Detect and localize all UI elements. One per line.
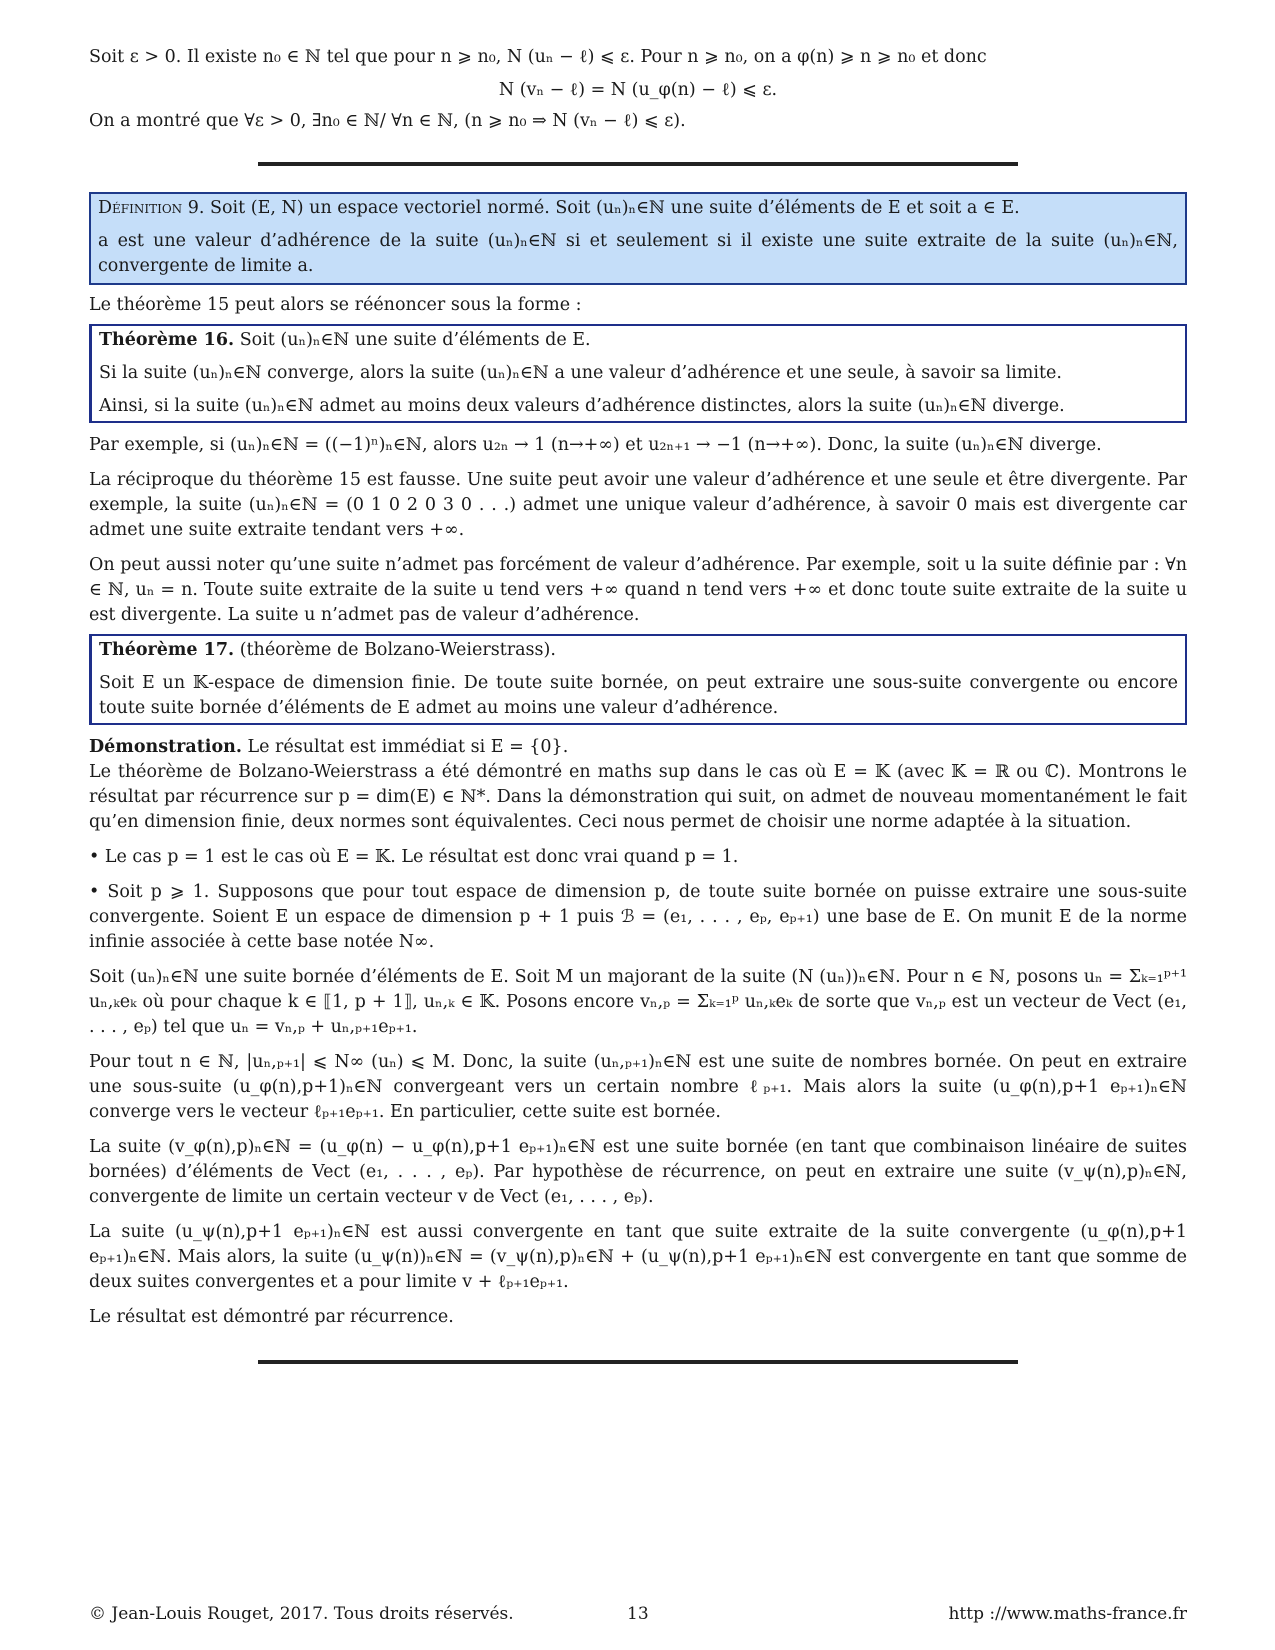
proof-text-2: • Le cas p = 1 est le cas où E = 𝕂. Le résultat est donc vrai quand p = 1. <box>89 847 739 867</box>
theorem-16-label: Théorème 16. <box>99 330 235 350</box>
theorem-16-text-1: Soit (uₙ)ₙ∈ℕ une suite d’éléments de E. <box>239 330 591 350</box>
definition-first <box>98 196 1178 221</box>
proof-text-4: Soit (uₙ)ₙ∈ℕ une suite bornée d’éléments de E. Soit M un majorant de la suite (N (uₙ))ₙ∈ℕ. Pour n ∈ ℕ, posons uₙ = Σₖ₌₁ᵖ⁺¹ uₙ,ₖeₖ où pour chaque k ∈ ⟦1, p + 1⟧, uₙ,ₖ ∈ 𝕂. Posons encore vₙ,ₚ = Σₖ₌₁ᵖ uₙ,ₖeₖ de sorte que vₙ,ₚ est un vecteur de Vect (e₁, . . . , eₚ) tel que uₙ = vₙ,ₚ + uₙ,ₚ₊₁eₚ₊₁. <box>89 967 1187 1037</box>
proof-text-6: La suite (v_φ(n),p)ₙ∈ℕ = (u_φ(n) − u_φ(n),p+1 eₚ₊₁)ₙ∈ℕ est une suite bornée (en tant que combinaison linéaire de suites bornées) d’éléments de Vect (e₁, . . . , eₚ). Par hypothèse de récurrence, on peut en extraire une suite (v_ψ(n),p)ₙ∈ℕ, convergente de limite un certain vecteur v de Vect (e₁, . . . , eₚ). <box>89 1137 1187 1207</box>
end-divider <box>258 1360 1018 1364</box>
no-value-paragraph: On peut aussi noter qu’une suite n’admet pas forcément de valeur d’adhérence. Par exemple, soit u la suite définie par : ∀n ∈ ℕ, uₙ = n. Toute suite extraite de la suite u tend vers +∞ quand n tend vers +∞ et donc toute suite extraite de la suite u est divergente. La suite u n’admet pas de valeur d’adhérence. <box>89 555 1187 625</box>
theorem-17-text: Soit E un 𝕂-espace de dimension finie. De toute suite bornée, on peut extraire une sous-suite convergente ou encore toute suite bornée d’éléments de E admet au moins une valeur d’adhérence. <box>99 673 1178 718</box>
definition-box <box>89 192 1187 285</box>
theorem-17-first <box>99 638 1178 663</box>
proof-text-8: Le résultat est démontré par récurrence. <box>89 1307 454 1327</box>
theorem-16-text-3: Ainsi, si la suite (uₙ)ₙ∈ℕ admet au moins deux valeurs d’adhérence distinctes, alors la suite (uₙ)ₙ∈ℕ diverge. <box>99 396 1065 416</box>
theorem-16-box <box>89 324 1187 423</box>
theorem-17-title: (théorème de Bolzano-Weierstrass). <box>239 640 556 660</box>
intro-line: Soit ε > 0. Il existe n₀ ∈ ℕ tel que pour n ⩾ n₀, N (uₙ − ℓ) ⩽ ε. Pour n ⩾ n₀, on a φ(n) ⩾ n ⩾ n₀ et donc <box>89 47 987 67</box>
footer-copyright: © Jean-Louis Rouget, 2017. Tous droits réservés. <box>89 1604 514 1624</box>
proof-text-3: • Soit p ⩾ 1. Supposons que pour tout espace de dimension p, de toute suite bornée on puisse extraire une sous-suite convergente. Soient E un espace de dimension p + 1 puis ℬ = (e₁, . . . , eₚ, eₚ₊₁) une base de E. On munit E de la norme infinie associée à cette base notée N∞. <box>89 882 1187 952</box>
theorem-16-text-2: Si la suite (uₙ)ₙ∈ℕ converge, alors la suite (uₙ)ₙ∈ℕ a une valeur d’adhérence et une seule, à savoir sa limite. <box>99 363 1062 383</box>
footer-url[interactable]: http ://www.maths-france.fr <box>948 1604 1187 1624</box>
theorem-16-first <box>99 328 1178 353</box>
proof-first <box>89 735 1187 760</box>
proof-text-1: Le théorème de Bolzano-Weierstrass a été démontré en maths sup dans le cas où E = 𝕂 (avec 𝕂 = ℝ ou ℂ). Montrons le résultat par récurrence sur p = dim(E) ∈ ℕ*. Dans la démonstration qui suit, on admet de nouveau momentanément le fait qu’en dimension finie, deux normes sont équivalentes. Ceci nous permet de choisir une norme adaptée à la situation. <box>89 762 1187 832</box>
page-content <box>89 45 1187 1390</box>
footer-page-number: 13 <box>627 1604 649 1624</box>
proof-text-7: La suite (u_ψ(n),p+1 eₚ₊₁)ₙ∈ℕ est aussi convergente en tant que suite extraite de la suite convergente (u_φ(n),p+1 eₚ₊₁)ₙ∈ℕ. Mais alors, la suite (u_ψ(n))ₙ∈ℕ = (v_ψ(n),p)ₙ∈ℕ + (u_ψ(n),p+1 eₚ₊₁)ₙ∈ℕ est convergente en tant que somme de deux suites convergentes et a pour limite v + ℓₚ₊₁eₚ₊₁. <box>89 1222 1187 1292</box>
proof-text-0: Le résultat est immédiat si E = {0}. <box>247 737 569 757</box>
definition-text-2: a est une valeur d’adhérence de la suite (uₙ)ₙ∈ℕ si et seulement si il existe une suite extraite de la suite (uₙ)ₙ∈ℕ, convergente de limite a. <box>98 231 1178 276</box>
reformulation-text: Le théorème 15 peut alors se réénoncer sous la forme : <box>89 295 582 315</box>
definition-text-1: Soit (E, N) un espace vectoriel normé. Soit (uₙ)ₙ∈ℕ une suite d’éléments de E et soit a ∈ E. <box>210 198 1020 218</box>
theorem-17-label: Théorème 17. <box>99 640 235 660</box>
conclusion-line: On a montré que ∀ε > 0, ∃n₀ ∈ ℕ/ ∀n ∈ ℕ, (n ⩾ n₀ ⇒ N (vₙ − ℓ) ⩽ ε). <box>89 111 686 131</box>
proof-label: Démonstration. <box>89 737 242 757</box>
equation-limit: N (vₙ − ℓ) = N (u_φ(n) − ℓ) ⩽ ε. <box>498 80 778 100</box>
section-divider <box>258 162 1018 166</box>
example-paragraph: Par exemple, si (uₙ)ₙ∈ℕ = ((−1)ⁿ)ₙ∈ℕ, alors u₂ₙ → 1 (n→+∞) et u₂ₙ₊₁ → −1 (n→+∞). Donc, la suite (uₙ)ₙ∈ℕ diverge. <box>89 435 1102 455</box>
proof-text-5: Pour tout n ∈ ℕ, |uₙ,ₚ₊₁| ⩽ N∞ (uₙ) ⩽ M. Donc, la suite (uₙ,ₚ₊₁)ₙ∈ℕ est une suite de nombres bornée. On peut en extraire une sous-suite (u_φ(n),p+1)ₙ∈ℕ convergeant vers un certain nombre ℓₚ₊₁. Mais alors la suite (u_φ(n),p+1 eₚ₊₁)ₙ∈ℕ converge vers le vecteur ℓₚ₊₁eₚ₊₁. En particulier, cette suite est bornée. <box>89 1052 1187 1122</box>
definition-label: Définition 9. <box>98 198 205 218</box>
theorem-17-box <box>89 634 1187 725</box>
converse-paragraph: La réciproque du théorème 15 est fausse. Une suite peut avoir une valeur d’adhérence et une seule et être divergente. Par exemple, la suite (uₙ)ₙ∈ℕ = (0 1 0 2 0 3 0 . . .) admet une unique valeur d’adhérence, à savoir 0 mais est divergente car admet une suite extraite tendant vers +∞. <box>89 470 1187 540</box>
